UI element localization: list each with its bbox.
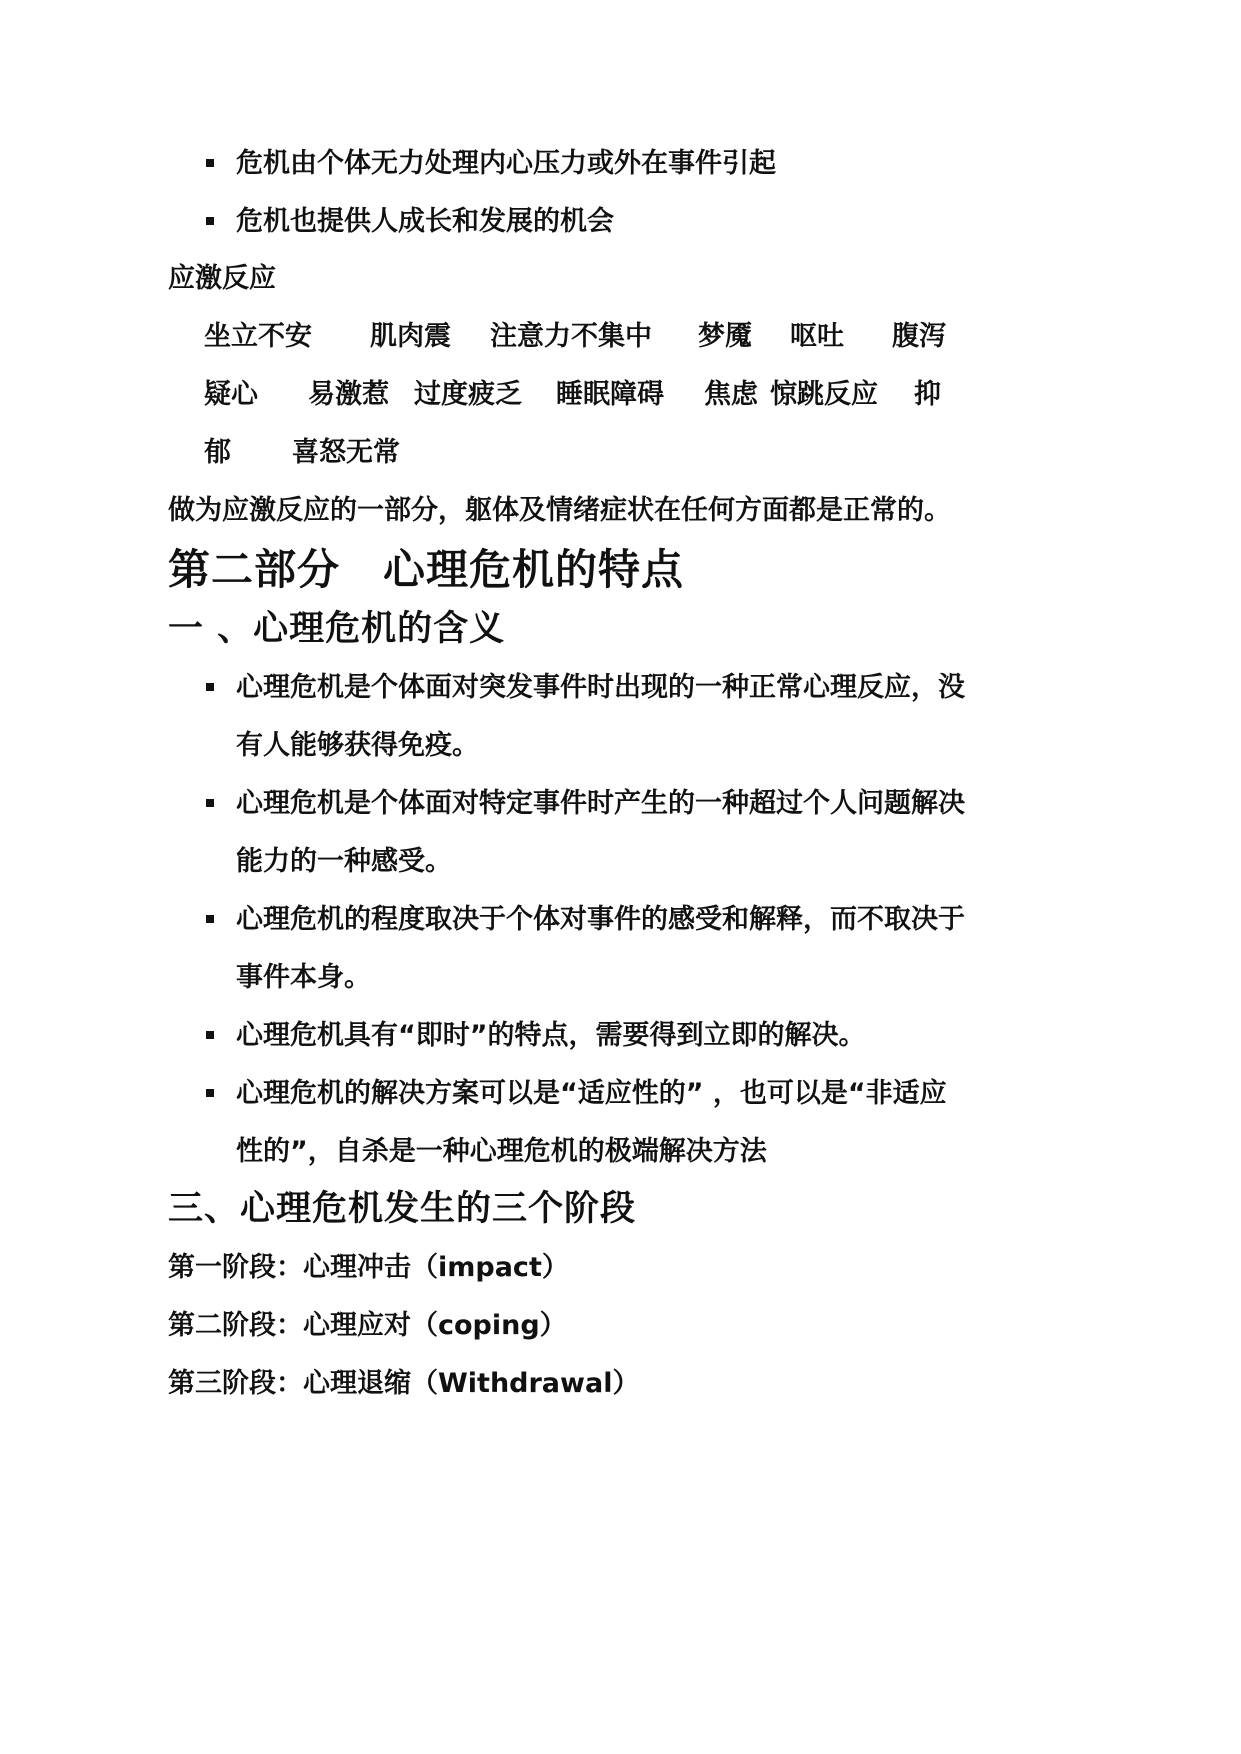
- bullet-icon: [206, 683, 214, 691]
- symptom-item: 过度疲乏: [414, 379, 522, 410]
- meaning-bullet-3-line-1: 心理危机的程度取决于个体对事件的感受和解释，而不取决于: [236, 904, 965, 935]
- stress-heading: 应激反应: [168, 263, 276, 294]
- stage-3: 第三阶段：心理退缩（Withdrawal）: [168, 1368, 640, 1399]
- meaning-bullet-5-line-2: 性的”，自杀是一种心理危机的极端解决方法: [236, 1136, 767, 1167]
- bullet-icon: [206, 915, 214, 923]
- symptom-item: 坐立不安: [204, 321, 312, 352]
- symptom-item: 喜怒无常: [292, 437, 400, 468]
- symptom-item: 注意力不集中: [490, 321, 652, 352]
- stage-1: 第一阶段：心理冲击（impact）: [168, 1252, 569, 1283]
- meaning-bullet-2-line-2: 能力的一种感受。: [236, 846, 452, 877]
- meaning-bullet-2-line-1: 心理危机是个体面对特定事件时产生的一种超过个人问题解决: [236, 788, 965, 819]
- meaning-bullet-5-line-1: 心理危机的解决方案可以是“适应性的” ，也可以是“非适应: [236, 1078, 947, 1109]
- intro-bullet-1: 危机由个体无力处理内心压力或外在事件引起: [236, 148, 776, 179]
- intro-bullet-2: 危机也提供人成长和发展的机会: [236, 206, 614, 237]
- symptom-item: 呕吐: [790, 321, 844, 352]
- symptom-item: 惊跳反应: [770, 379, 878, 410]
- bullet-icon: [206, 799, 214, 807]
- symptom-item: 腹泻: [892, 321, 946, 352]
- bullet-icon: [206, 159, 214, 167]
- section1-title: 一 、心理危机的含义: [168, 609, 506, 649]
- symptom-item: 易激惹: [308, 379, 389, 410]
- stage-2: 第二阶段：心理应对（coping）: [168, 1310, 567, 1341]
- bullet-icon: [206, 217, 214, 225]
- bullet-icon: [206, 1031, 214, 1039]
- symptom-item: 梦魇: [698, 321, 752, 352]
- symptom-item: 郁: [204, 437, 231, 468]
- stress-note: 做为应激反应的一部分，躯体及情绪症状在任何方面都是正常的。: [168, 495, 951, 526]
- section3-title: 三、心理危机发生的三个阶段: [168, 1189, 637, 1229]
- symptom-item: 睡眠障碍: [556, 379, 664, 410]
- meaning-bullet-4-line-1: 心理危机具有“即时”的特点，需要得到立即的解决。: [236, 1020, 866, 1051]
- symptom-item: 焦虑: [704, 379, 758, 410]
- symptom-item: 抑: [914, 379, 941, 410]
- symptom-item: 肌肉震: [370, 321, 451, 352]
- meaning-bullet-3-line-2: 事件本身。: [236, 962, 371, 993]
- symptom-item: 疑心: [204, 379, 258, 410]
- meaning-bullet-1-line-1: 心理危机是个体面对突发事件时出现的一种正常心理反应，没: [236, 672, 965, 703]
- bullet-icon: [206, 1089, 214, 1097]
- meaning-bullet-1-line-2: 有人能够获得免疫。: [236, 730, 479, 761]
- part2-title: 第二部分 心理危机的特点: [168, 545, 685, 594]
